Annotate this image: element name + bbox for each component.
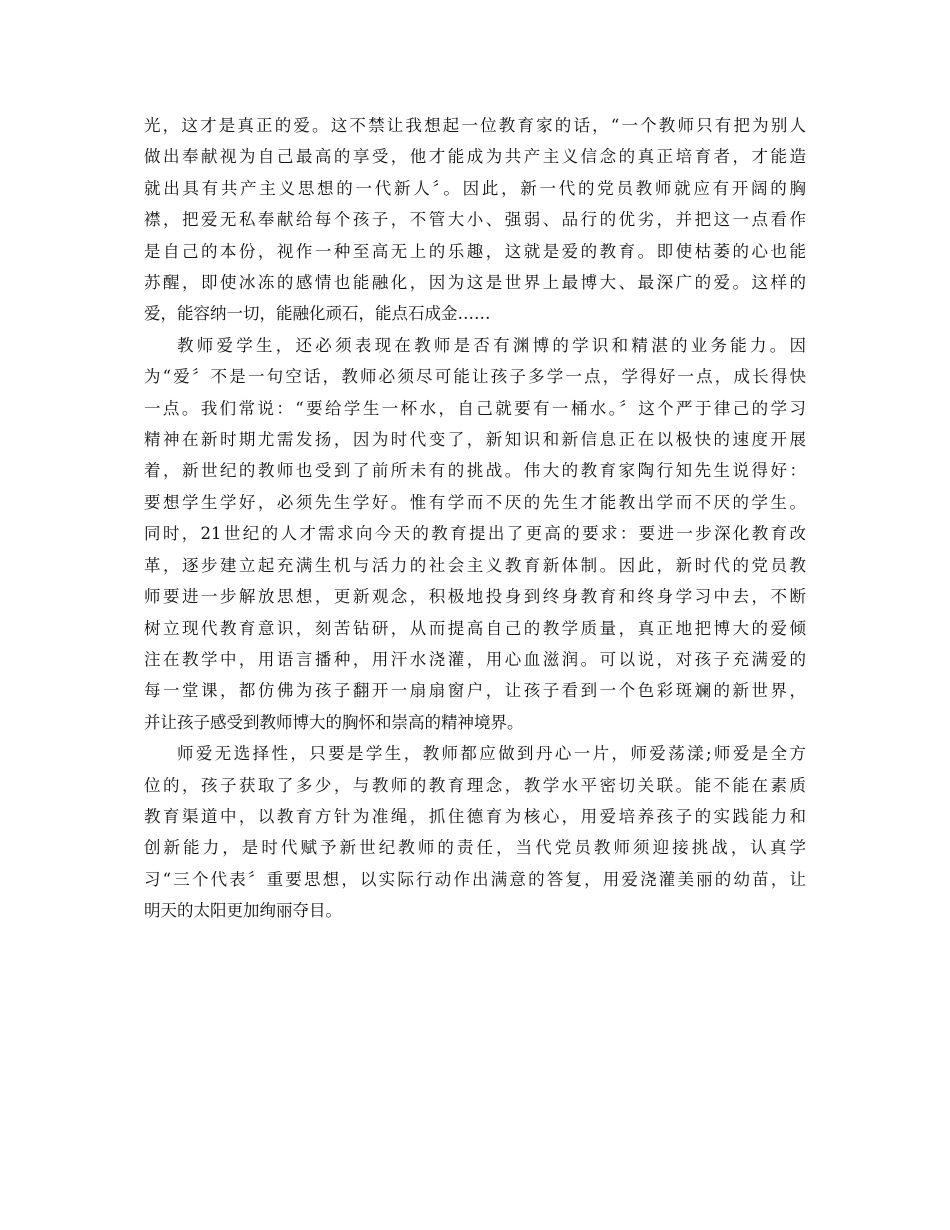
paragraph-2 <box>144 330 806 738</box>
text-line: 为“爱〞不是一句空话，教师必须尽可能让孩子多学一点，学得好一点，成长得快 <box>144 367 806 387</box>
text-line: 教育渠道中，以教育方针为准绳，抓住德育为核心，用爱培养孩子的实践能力和 <box>144 806 806 826</box>
text-line: 一点。我们常说：“要给学生一杯水，自己就要有一桶水。〞这个严于律己的学习 <box>144 398 806 418</box>
text-line: 是自己的本份，视作一种至高无上的乐趣，这就是爱的教育。即使枯萎的心也能 <box>144 241 806 261</box>
text-line: 苏醒，即使冰冻的感情也能融化，因为这是世界上最博大、最深广的爱。这样的 <box>144 273 806 293</box>
text-line: 爱，能容纳一切，能融化顽石，能点石成金…… <box>144 304 491 324</box>
text-line: 师爱无选择性，只要是学生，教师都应做到丹心一片，师爱荡漾;师爱是全方 <box>177 744 806 764</box>
paragraph-3 <box>144 738 806 926</box>
text-line: 明天的太阳更加绚丽夺目。 <box>144 901 342 921</box>
text-line: 光，这才是真正的爱。这不禁让我想起一位教育家的话，“一个教师只有把为别人 <box>144 116 806 135</box>
text-line: 要想学生学好，必须先生学好。惟有学而不厌的先生才能教出学而不厌的学生。 <box>144 492 806 512</box>
text-line: 就出具有共产主义思想的一代新人〞。因此，新一代的党员教师就应有开阔的胸 <box>144 178 806 198</box>
text-line: 树立现代教育意识，刻苦钻研，从而提高自己的教学质量，真正地把博大的爱倾 <box>144 618 806 638</box>
text-line: 习“三个代表〞重要思想，以实际行动作出满意的答复，用爱浇灌美丽的幼苗，让 <box>144 869 806 889</box>
text-line: 精神在新时期尤需发扬，因为时代变了，新知识和新信息正在以极快的速度开展 <box>144 430 806 450</box>
text-line: 并让孩子感受到教师博大的胸怀和崇高的精神境界。 <box>144 712 524 732</box>
text-line: 位的，孩子获取了多少，与教师的教育理念，教学水平密切关联。能不能在素质 <box>144 775 806 795</box>
text-line: 注在教学中，用语言播种，用汗水浇灌，用心血滋润。可以说，对孩子充满爱的 <box>144 649 806 669</box>
text-line: 着，新世纪的教师也受到了前所未有的挑战。伟大的教育家陶行知先生说得好： <box>144 461 806 481</box>
text-line: 襟，把爱无私奉献给每个孩子，不管大小、强弱、品行的优劣，并把这一点看作 <box>144 210 806 230</box>
text-line: 每一堂课，都仿佛为孩子翻开一扇扇窗户，让孩子看到一个色彩斑斓的新世界， <box>144 681 806 701</box>
text-line: 同时，21世纪的人才需求向今天的教育提出了更高的要求：要进一步深化教育改 <box>144 524 806 544</box>
text-line: 革，逐步建立起充满生机与活力的社会主义教育新体制。因此，新时代的党员教 <box>144 555 806 575</box>
text-line: 做出奉献视为自己最高的享受，他才能成为共产主义信念的真正培育者，才能造 <box>144 147 806 167</box>
paragraph-1 <box>144 110 806 330</box>
text-line: 教师爱学生，还必须表现在教师是否有渊博的学识和精湛的业务能力。因 <box>177 335 806 355</box>
text-line: 师要进一步解放思想，更新观念，积极地投身到终身教育和终身学习中去，不断 <box>144 587 806 607</box>
document-body <box>144 110 806 927</box>
text-line: 创新能力，是时代赋予新世纪教师的责任，当代党员教师须迎接挑战，认真学 <box>144 838 806 858</box>
